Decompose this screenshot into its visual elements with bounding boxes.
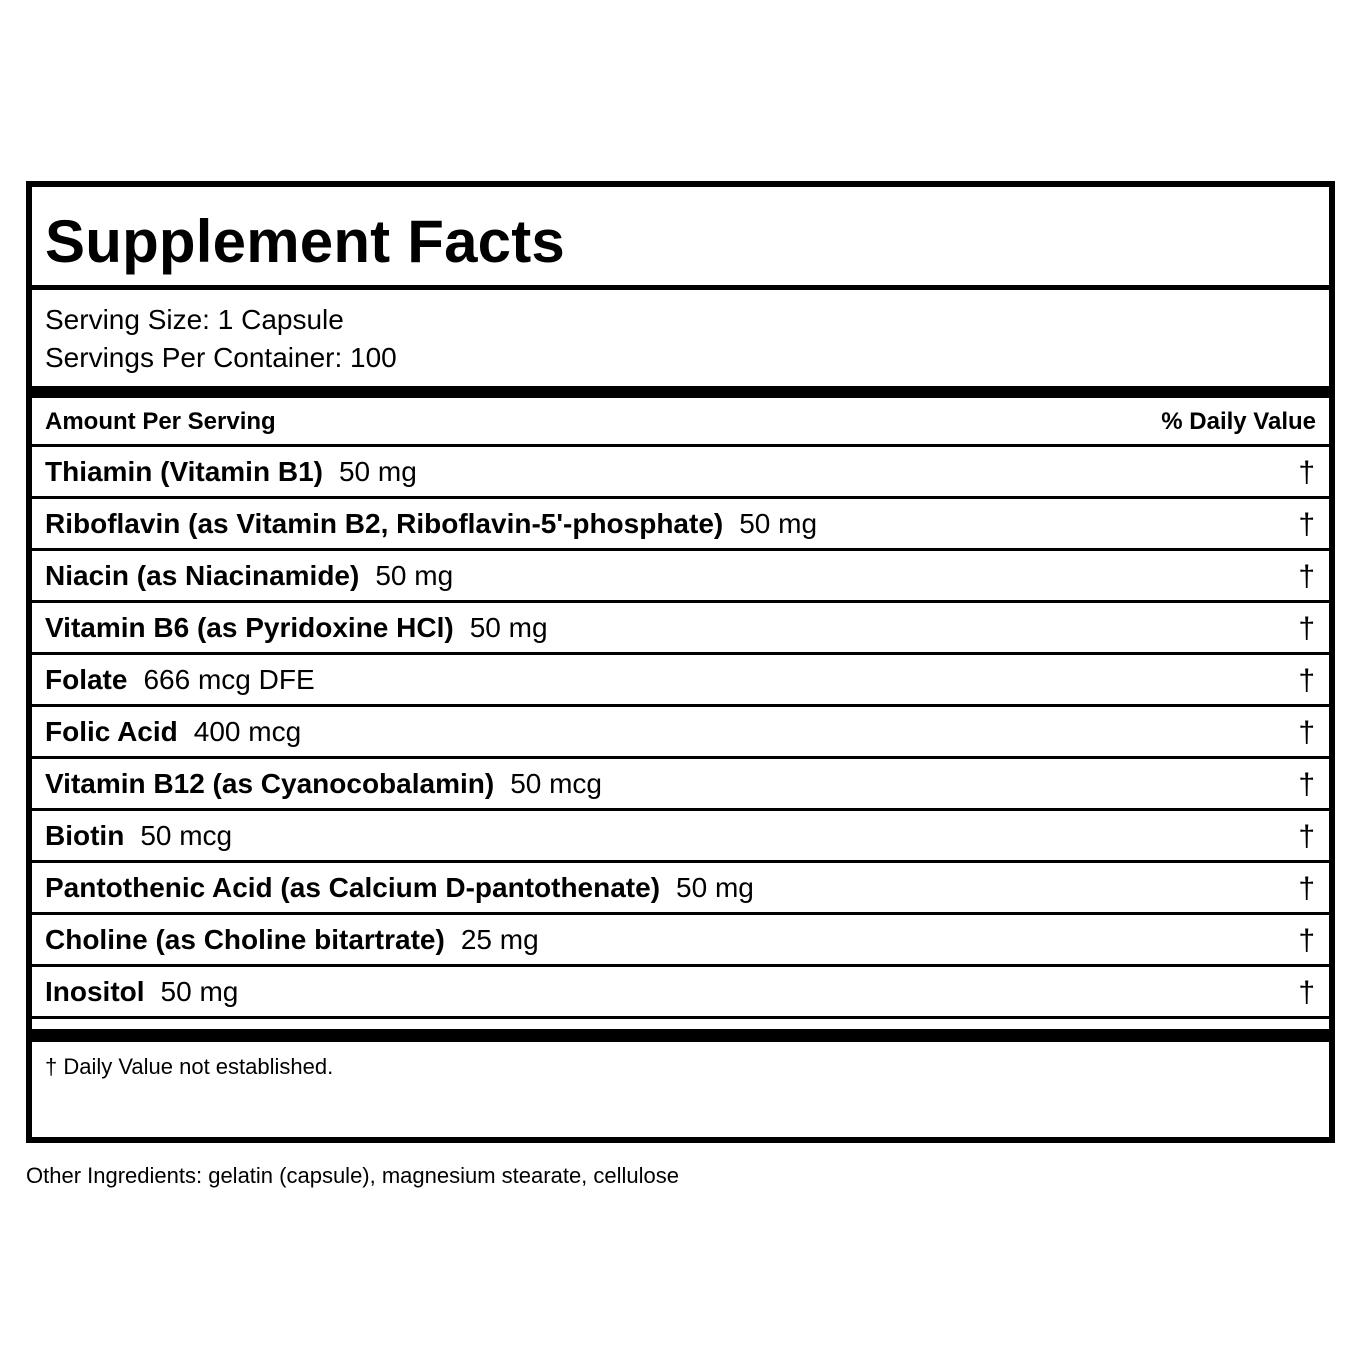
nutrient-label (45, 507, 817, 541)
thick-divider-top (32, 386, 1329, 398)
nutrient-amount: 50 mg (338, 456, 417, 487)
nutrient-amount: 50 mg (160, 976, 239, 1007)
nutrient-daily-value: † (1298, 820, 1315, 853)
nutrient-row (32, 551, 1329, 600)
amount-per-serving-header: Amount Per Serving (45, 408, 276, 435)
nutrient-amount: 50 mcg (510, 768, 603, 799)
nutrient-daily-value: † (1298, 664, 1315, 697)
nutrient-row (32, 967, 1329, 1016)
nutrient-row (32, 707, 1329, 756)
row-divider (32, 1016, 1329, 1019)
nutrient-daily-value: † (1298, 976, 1315, 1009)
nutrient-name: Folate (45, 664, 128, 695)
nutrient-amount: 400 mcg (193, 716, 302, 747)
nutrient-daily-value: † (1298, 768, 1315, 801)
daily-value-header: % Daily Value (1161, 408, 1316, 435)
serving-size: Serving Size: 1 Capsule (45, 304, 344, 335)
nutrient-row (32, 499, 1329, 548)
nutrient-row (32, 603, 1329, 652)
nutrient-daily-value: † (1298, 560, 1315, 593)
nutrient-amount: 50 mg (375, 560, 454, 591)
nutrient-daily-value: † (1298, 872, 1315, 905)
nutrient-name: Niacin (as Niacinamide) (45, 560, 360, 591)
nutrient-row (32, 863, 1329, 912)
title-row (32, 187, 1329, 287)
nutrient-name: Pantothenic Acid (as Calcium D-pantothenate) (45, 872, 661, 903)
supplement-facts-panel (26, 181, 1335, 1143)
nutrient-row (32, 655, 1329, 704)
nutrient-name: Choline (as Choline bitartrate) (45, 924, 445, 955)
nutrient-daily-value: † (1298, 508, 1315, 541)
nutrient-amount: 666 mcg DFE (143, 664, 315, 695)
nutrient-label (45, 559, 453, 593)
nutrient-name: Folic Acid (45, 716, 178, 747)
nutrient-daily-value: † (1298, 456, 1315, 489)
nutrient-daily-value: † (1298, 716, 1315, 749)
title-divider (32, 285, 1329, 290)
nutrient-name: Riboflavin (as Vitamin B2, Riboflavin-5'-phosphate) (45, 508, 724, 539)
nutrient-name: Vitamin B12 (as Cyanocobalamin) (45, 768, 495, 799)
nutrient-label (45, 715, 301, 749)
nutrient-row (32, 447, 1329, 496)
nutrient-amount: 50 mg (739, 508, 818, 539)
servings-per-container: Servings Per Container: 100 (45, 342, 397, 373)
nutrient-label (45, 819, 232, 853)
nutrient-amount: 50 mcg (140, 820, 233, 851)
nutrient-amount: 50 mg (676, 872, 754, 903)
nutrient-label (45, 611, 548, 645)
nutrient-label (45, 871, 754, 905)
nutrient-daily-value: † (1298, 612, 1315, 645)
nutrient-amount: 25 mg (460, 924, 539, 955)
other-ingredients: Other Ingredients: gelatin (capsule), magnesium stearate, cellulose (26, 1163, 680, 1188)
nutrient-name: Thiamin (Vitamin B1) (45, 456, 323, 487)
nutrient-row (32, 811, 1329, 860)
nutrient-label (45, 455, 417, 489)
nutrient-row (32, 759, 1329, 808)
nutrient-label (45, 923, 539, 957)
nutrient-name: Inositol (45, 976, 145, 1007)
footnote: † Daily Value not established. (45, 1054, 334, 1079)
nutrient-label (45, 975, 238, 1009)
nutrient-name: Vitamin B6 (as Pyridoxine HCl) (45, 612, 454, 643)
thick-divider-bottom (32, 1029, 1329, 1042)
nutrient-name: Biotin (45, 820, 125, 851)
nutrient-amount: 50 mg (469, 612, 548, 643)
nutrient-label (45, 663, 315, 697)
nutrient-row (32, 915, 1329, 964)
nutrient-daily-value: † (1298, 924, 1315, 957)
label-title: Supplement Facts (45, 208, 565, 275)
nutrient-label (45, 767, 602, 801)
